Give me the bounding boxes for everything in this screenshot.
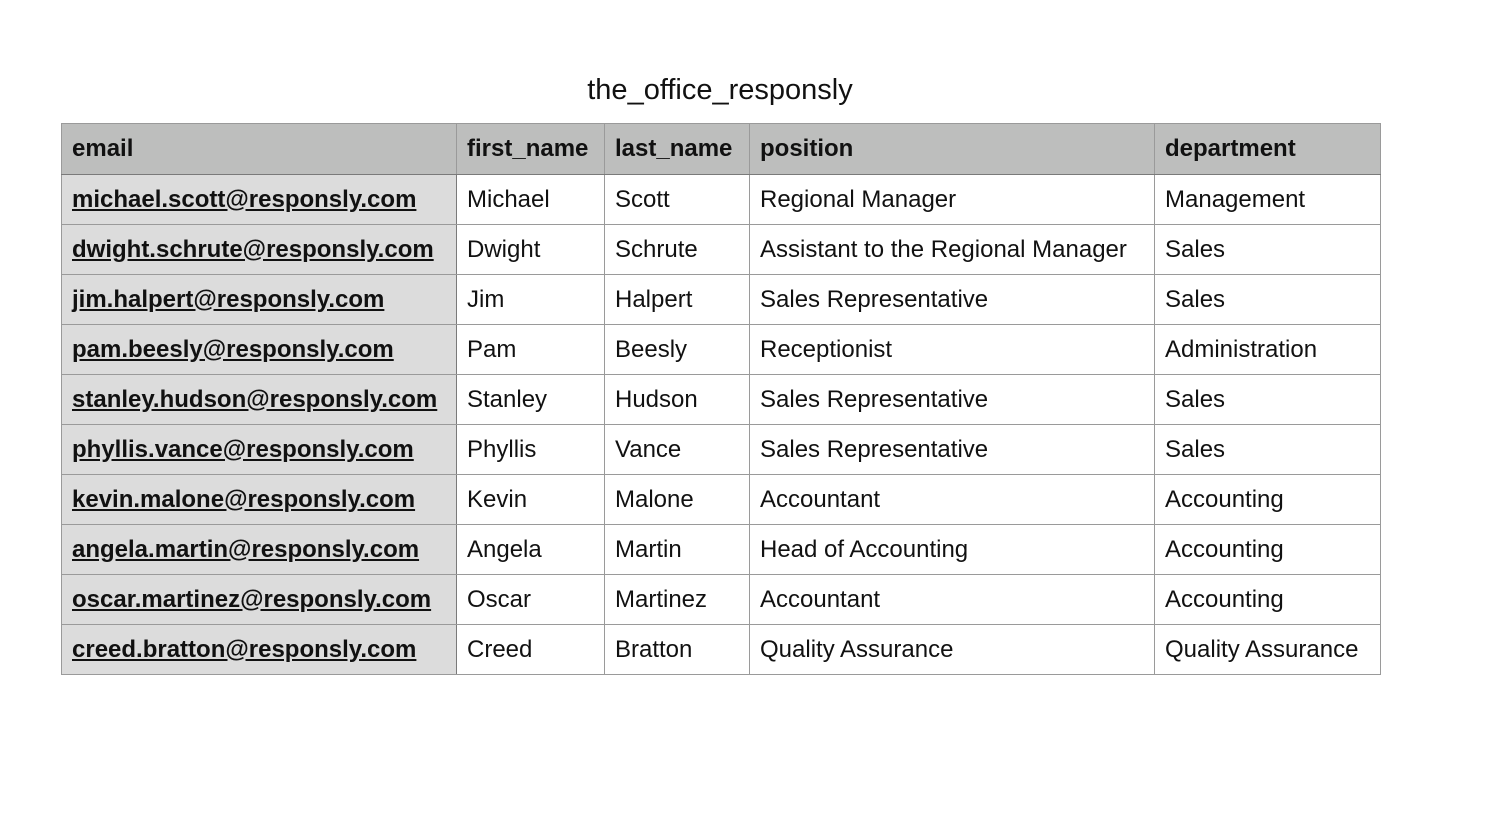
- department-cell[interactable]: Sales: [1155, 425, 1381, 475]
- table-row: [62, 375, 1381, 425]
- department-cell[interactable]: Accounting: [1155, 475, 1381, 525]
- email-cell[interactable]: michael.scott@responsly.com: [62, 175, 457, 225]
- department-cell[interactable]: Quality Assurance: [1155, 625, 1381, 675]
- position-cell[interactable]: Quality Assurance: [750, 625, 1155, 675]
- table-row: [62, 475, 1381, 525]
- department-cell[interactable]: Administration: [1155, 325, 1381, 375]
- data-table: [61, 123, 1381, 675]
- position-cell[interactable]: Receptionist: [750, 325, 1155, 375]
- table-row: [62, 625, 1381, 675]
- column-header-position[interactable]: position: [750, 124, 1155, 175]
- column-header-first-name[interactable]: first_name: [457, 124, 605, 175]
- last-name-cell[interactable]: Scott: [605, 175, 750, 225]
- first-name-cell[interactable]: Michael: [457, 175, 605, 225]
- position-cell[interactable]: Accountant: [750, 475, 1155, 525]
- last-name-cell[interactable]: Martinez: [605, 575, 750, 625]
- last-name-cell[interactable]: Martin: [605, 525, 750, 575]
- first-name-cell[interactable]: Creed: [457, 625, 605, 675]
- department-cell[interactable]: Sales: [1155, 275, 1381, 325]
- email-cell[interactable]: angela.martin@responsly.com: [62, 525, 457, 575]
- table-row: [62, 275, 1381, 325]
- department-cell[interactable]: Sales: [1155, 375, 1381, 425]
- position-cell[interactable]: Assistant to the Regional Manager: [750, 225, 1155, 275]
- email-cell[interactable]: phyllis.vance@responsly.com: [62, 425, 457, 475]
- column-header-department[interactable]: department: [1155, 124, 1381, 175]
- position-cell[interactable]: Sales Representative: [750, 425, 1155, 475]
- first-name-cell[interactable]: Oscar: [457, 575, 605, 625]
- last-name-cell[interactable]: Halpert: [605, 275, 750, 325]
- first-name-cell[interactable]: Pam: [457, 325, 605, 375]
- first-name-cell[interactable]: Angela: [457, 525, 605, 575]
- position-cell[interactable]: Sales Representative: [750, 275, 1155, 325]
- table-row: [62, 175, 1381, 225]
- table-row: [62, 425, 1381, 475]
- email-cell[interactable]: pam.beesly@responsly.com: [62, 325, 457, 375]
- column-header-last-name[interactable]: last_name: [605, 124, 750, 175]
- last-name-cell[interactable]: Vance: [605, 425, 750, 475]
- email-cell[interactable]: dwight.schrute@responsly.com: [62, 225, 457, 275]
- first-name-cell[interactable]: Dwight: [457, 225, 605, 275]
- last-name-cell[interactable]: Bratton: [605, 625, 750, 675]
- last-name-cell[interactable]: Schrute: [605, 225, 750, 275]
- email-cell[interactable]: creed.bratton@responsly.com: [62, 625, 457, 675]
- sheet-title: the_office_responsly: [587, 74, 853, 106]
- email-cell[interactable]: jim.halpert@responsly.com: [62, 275, 457, 325]
- last-name-cell[interactable]: Beesly: [605, 325, 750, 375]
- position-cell[interactable]: Sales Representative: [750, 375, 1155, 425]
- first-name-cell[interactable]: Stanley: [457, 375, 605, 425]
- position-cell[interactable]: Regional Manager: [750, 175, 1155, 225]
- last-name-cell[interactable]: Malone: [605, 475, 750, 525]
- table-row: [62, 225, 1381, 275]
- position-cell[interactable]: Head of Accounting: [750, 525, 1155, 575]
- header-row: [62, 124, 1381, 175]
- last-name-cell[interactable]: Hudson: [605, 375, 750, 425]
- table-body: [62, 175, 1381, 675]
- table-row: [62, 525, 1381, 575]
- department-cell[interactable]: Accounting: [1155, 575, 1381, 625]
- email-cell[interactable]: stanley.hudson@responsly.com: [62, 375, 457, 425]
- table-row: [62, 325, 1381, 375]
- department-cell[interactable]: Management: [1155, 175, 1381, 225]
- department-cell[interactable]: Sales: [1155, 225, 1381, 275]
- email-cell[interactable]: kevin.malone@responsly.com: [62, 475, 457, 525]
- first-name-cell[interactable]: Phyllis: [457, 425, 605, 475]
- table-row: [62, 575, 1381, 625]
- column-header-email[interactable]: email: [62, 124, 457, 175]
- first-name-cell[interactable]: Kevin: [457, 475, 605, 525]
- position-cell[interactable]: Accountant: [750, 575, 1155, 625]
- department-cell[interactable]: Accounting: [1155, 525, 1381, 575]
- email-cell[interactable]: oscar.martinez@responsly.com: [62, 575, 457, 625]
- first-name-cell[interactable]: Jim: [457, 275, 605, 325]
